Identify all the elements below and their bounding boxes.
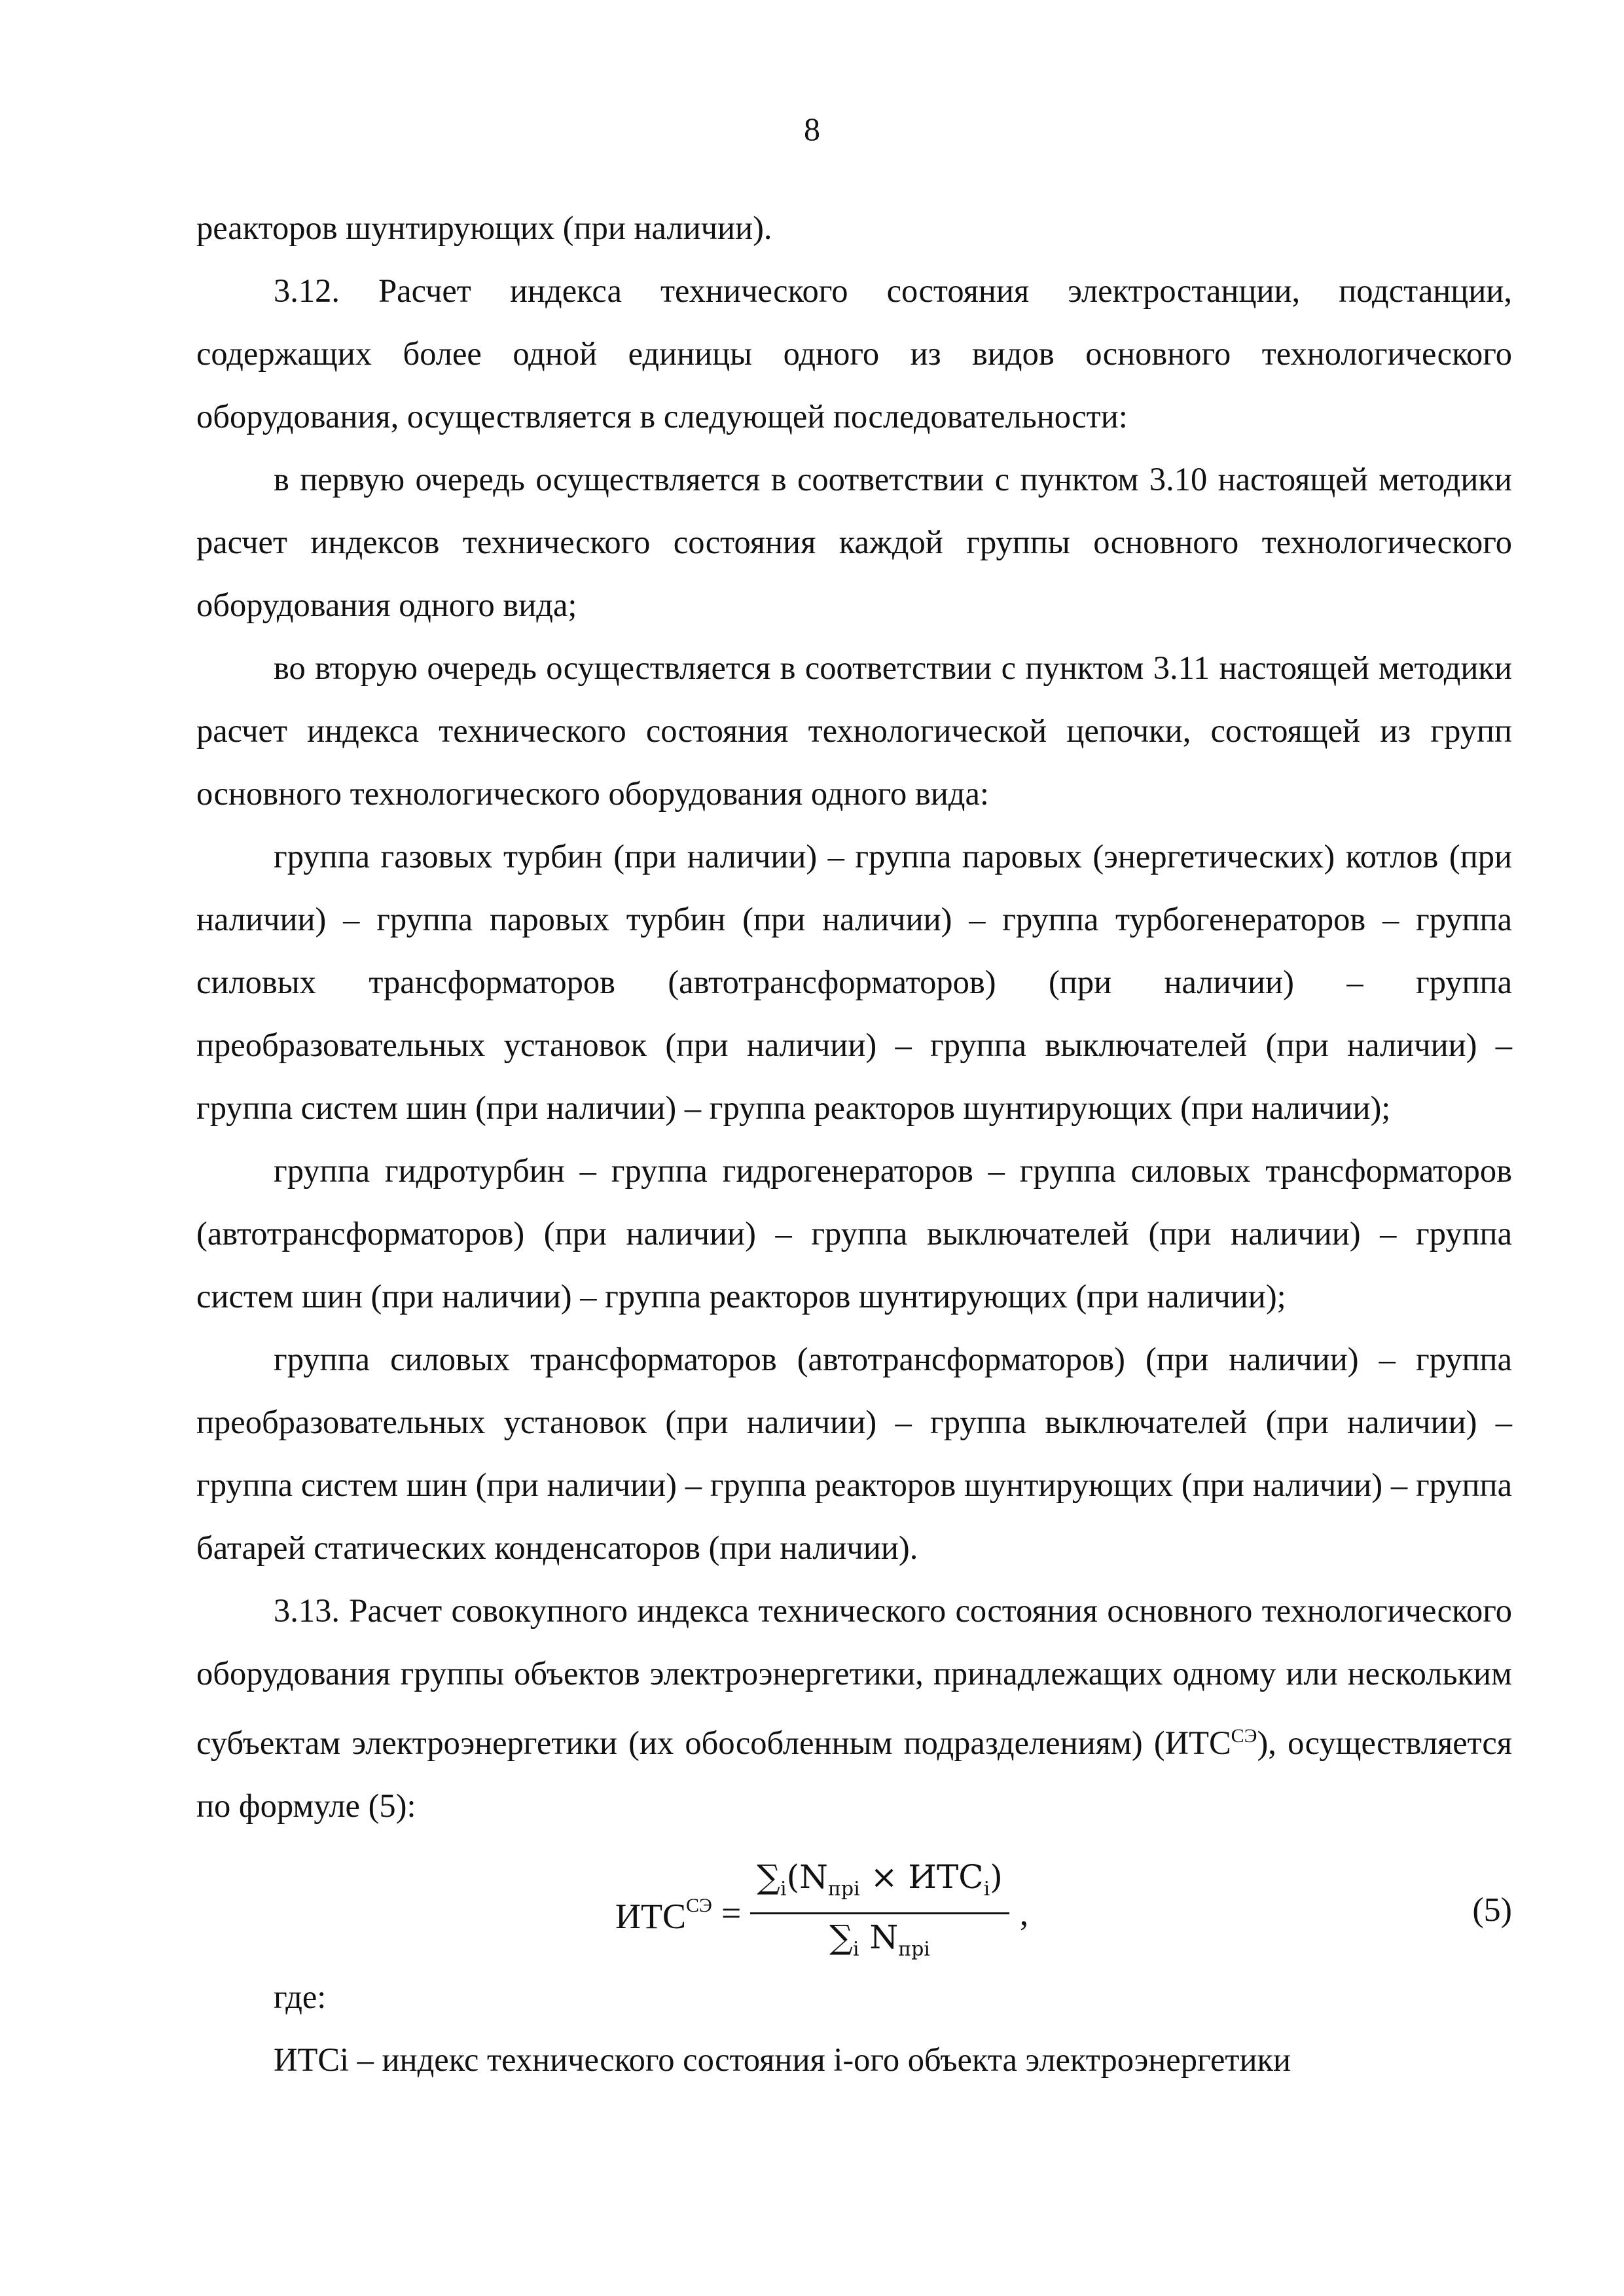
den-n-sub: прi: [898, 1937, 930, 1961]
formula-expression: [615, 1854, 1028, 1973]
num-times: × ИТС: [859, 1857, 984, 1896]
paragraph-3-13: [196, 1579, 1512, 1837]
definition-itci: ИТСi – индекс технического состояния i-ого объекта электроэнергетики: [274, 2041, 1291, 2078]
formula-number: (5): [1472, 1891, 1512, 1929]
formula-equals: =: [721, 1893, 742, 1933]
document-body: [196, 196, 1512, 2091]
den-sum-sub: i: [852, 1937, 859, 1961]
num-n-sub: прi: [827, 1877, 860, 1901]
paragraph-second-step: во вторую очередь осуществляется в соответствии с пунктом 3.11 настоящей методики расчет индекса технического состояния технологической цепочки, состоящей из групп основного технологического оборудования одного вида:: [196, 649, 1512, 812]
paragraph-chain-hydro: группа гидротурбин – группа гидрогенераторов – группа силовых трансформаторов (автотрансформаторов) (при наличии) – группа выключателей (при наличии) – группа систем шин (при наличии) – группа реакторов шунтирующих (при наличии);: [196, 1152, 1512, 1315]
paragraph-chain-substation: группа силовых трансформаторов (автотрансформаторов) (при наличии) – группа преобразовательных установок (при наличии) – группа выключателей (при наличии) – группа систем шин (при наличии) – группа реакторов шунтирующих (при наличии) – группа батарей статических конденсаторов (при наличии).: [196, 1341, 1512, 1566]
formula-denominator: [823, 1914, 937, 1973]
paragraph-3-12: 3.12. Расчет индекса технического состояния электростанции, подстанции, содержащих более одной единицы одного из видов основного технологического оборудования, осуществляется в следующей последовательности:: [196, 272, 1512, 435]
paragraph-continuation: реакторов шунтирующих (при наличии).: [196, 210, 772, 246]
formula-comma: ,: [1019, 1893, 1029, 1933]
page-number: 8: [804, 111, 820, 147]
den-n: N: [859, 1918, 899, 1956]
formula-lhs-text: ИТС: [615, 1897, 686, 1937]
num-sum: ∑: [757, 1857, 780, 1896]
den-sum: ∑: [829, 1918, 853, 1956]
formula-numerator: [750, 1854, 1009, 1914]
num-sum-sub: i: [780, 1877, 787, 1901]
paragraph-3-13-text: 3.13. Расчет совокупного индекса технического состояния основного технологического оборудования группы объектов электроэнергетики, принадлежащих одному или нескольким субъектам электроэнергетики (их обособленным подразделениям) (ИТС: [196, 1592, 1512, 1761]
num-itc-sub: i: [983, 1877, 990, 1901]
formula-5: [196, 1841, 1512, 1965]
paragraph-3-13-sup: СЭ: [1231, 1725, 1257, 1747]
num-open: (N: [786, 1857, 828, 1896]
formula-lhs: [615, 1878, 712, 1948]
formula-fraction: [750, 1854, 1009, 1973]
paragraph-chain-thermal: группа газовых турбин (при наличии) – группа паровых (энергетических) котлов (при наличии) – группа паровых турбин (при наличии) – группа турбогенераторов – группа силовых трансформаторов (автотрансформаторов) (при наличии) – группа преобразовательных установок (при наличии) – группа выключателей (при наличии) – группа систем шин (при наличии) – группа реакторов шунтирующих (при наличии);: [196, 838, 1512, 1126]
paragraph-3-13-tail: ), осуществляется по формуле (5):: [196, 1724, 1513, 1824]
formula-lhs-sup: СЭ: [686, 1895, 712, 1917]
paragraph-first-step: в первую очередь осуществляется в соответствии с пунктом 3.10 настоящей методики расчет индексов технического состояния каждой группы основного технологического оборудования одного вида;: [196, 461, 1512, 623]
where-label: где:: [274, 1978, 327, 2015]
num-close: ): [990, 1857, 1003, 1896]
